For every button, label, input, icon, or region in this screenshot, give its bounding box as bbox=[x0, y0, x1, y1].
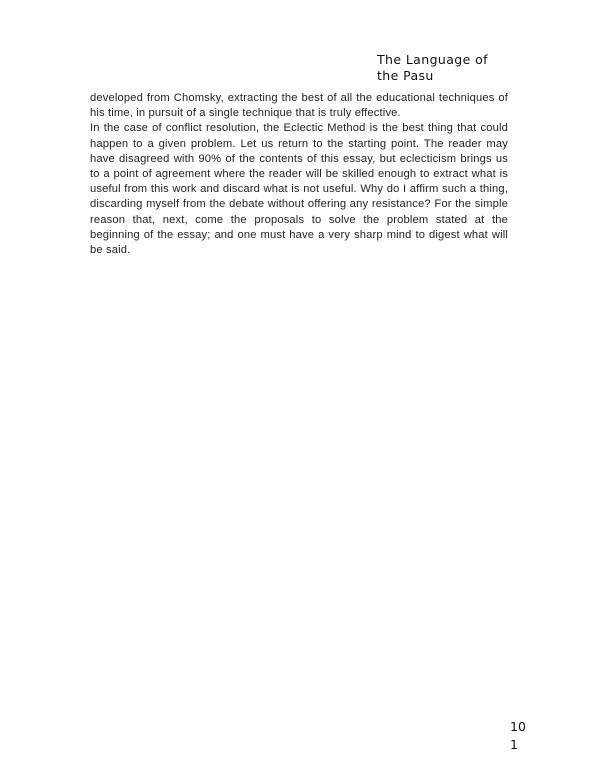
header-title-line-1: The Language of bbox=[377, 52, 488, 67]
page-number-line-2: 1 bbox=[510, 737, 518, 752]
running-header bbox=[377, 52, 517, 84]
page-number bbox=[510, 718, 540, 754]
header-title-line-2: the Pasu bbox=[377, 68, 434, 83]
body-text bbox=[90, 91, 508, 258]
paragraph-2: In the case of conflict resolution, the Eclectic Method is the best thing that could happen to a given problem. Let us return to the starting point. The reader may have disagreed with 90% of the contents of this essay, but eclecticism brings us to a point of agreement where the reader will be skilled enough to extract what is useful from this work and discard what is not useful. Why do I affirm such a thing, discarding myself from the debate without offering any resistance? For the simple reason that, next, come the proposals to solve the problem stated at the beginning of the essay; and one must have a very sharp mind to digest what will be said. bbox=[90, 122, 508, 257]
page-number-line-1: 10 bbox=[510, 719, 526, 734]
paragraph-1: developed from Chomsky, extracting the best of all the educational techniques of his time, in pursuit of a single technique that is truly effective. bbox=[90, 92, 508, 120]
